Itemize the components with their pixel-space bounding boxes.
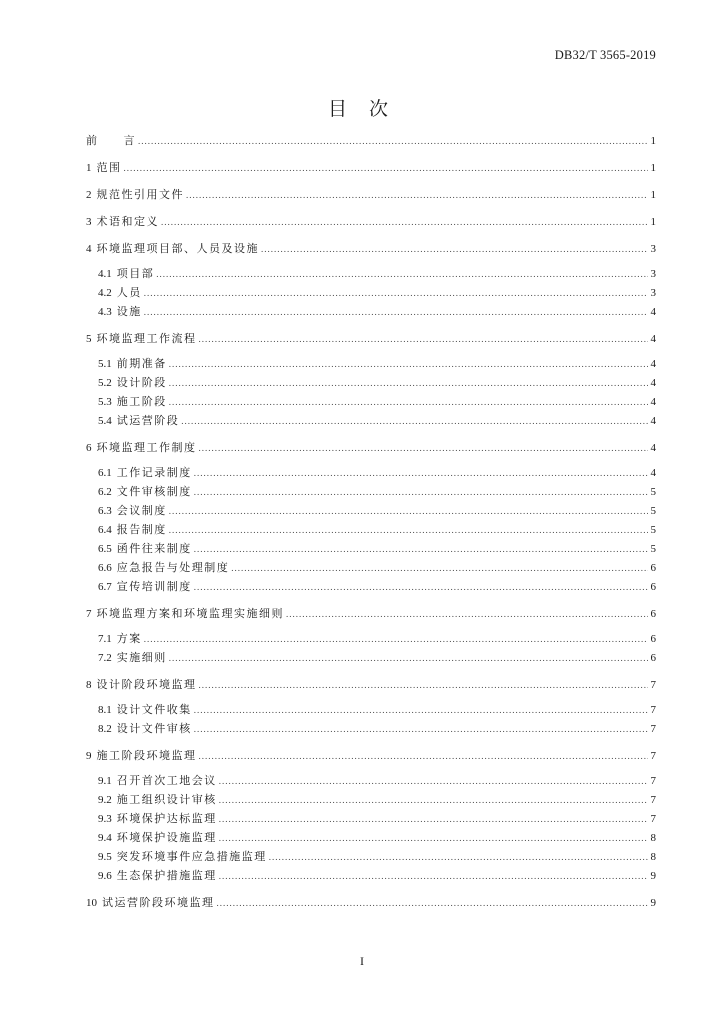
toc-entry-title: 范围 <box>96 161 122 174</box>
toc-entry-page: 7 <box>650 750 656 762</box>
toc-entry-number: 6.5 <box>98 543 112 555</box>
toc-entry-title: 工作记录制度 <box>116 466 192 479</box>
toc-entry-title: 文件审核制度 <box>116 485 192 498</box>
toc-entry-page: 9 <box>650 870 656 882</box>
toc-leader-dots <box>144 288 648 298</box>
toc-entry-number: 5.1 <box>98 358 112 370</box>
toc-leader-dots <box>219 871 648 881</box>
toc-entry[interactable] <box>86 540 656 559</box>
toc-entry-page: 3 <box>650 243 656 255</box>
toc-entry-page: 4 <box>650 358 656 370</box>
toc-entry-title: 报告制度 <box>116 523 167 536</box>
toc-entry[interactable] <box>86 464 656 483</box>
toc-entry-page: 6 <box>650 562 656 574</box>
toc-leader-dots <box>199 751 649 761</box>
toc-entry-page: 7 <box>650 794 656 806</box>
toc-leader-dots <box>219 776 648 786</box>
toc-entry-page: 8 <box>650 832 656 844</box>
toc-leader-dots <box>199 334 649 344</box>
toc-entry-number: 5 <box>86 333 92 345</box>
toc-entry-page: 6 <box>650 652 656 664</box>
toc-entry[interactable] <box>86 894 656 913</box>
toc-entry-title: 应急报告与处理制度 <box>116 561 230 574</box>
toc-leader-dots <box>144 307 648 317</box>
toc-entry-number: 8.2 <box>98 723 112 735</box>
toc-entry-title: 环境保护设施监理 <box>116 831 217 844</box>
toc-entry-title: 人员 <box>116 286 142 299</box>
toc-entry[interactable] <box>86 791 656 810</box>
toc-entry-page: 6 <box>650 608 656 620</box>
toc-entry[interactable] <box>86 676 656 695</box>
toc-leader-dots <box>194 544 648 554</box>
toc-entry-number: 9.1 <box>98 775 112 787</box>
toc-entry[interactable] <box>86 412 656 431</box>
toc-entry-number: 6.2 <box>98 486 112 498</box>
toc-entry-page: 7 <box>650 813 656 825</box>
toc-entry-title: 方案 <box>116 632 142 645</box>
toc-entry-title: 规范性引用文件 <box>96 188 184 201</box>
toc-entry-page: 5 <box>650 543 656 555</box>
toc-entry-title: 召开首次工地会议 <box>116 774 217 787</box>
toc-leader-dots <box>261 244 648 254</box>
toc-entry-number: 4.1 <box>98 268 112 280</box>
toc-entry[interactable] <box>86 747 656 766</box>
toc-entry-number: 6.1 <box>98 467 112 479</box>
toc-leader-dots <box>217 898 649 908</box>
toc-entry-number: 4 <box>86 243 92 255</box>
toc-entry-title: 函件往来制度 <box>116 542 192 555</box>
toc-entry[interactable] <box>86 649 656 668</box>
toc-leader-dots <box>219 833 648 843</box>
toc-entry[interactable] <box>86 374 656 393</box>
toc-entry-number: 6.4 <box>98 524 112 536</box>
toc-leader-dots <box>169 525 648 535</box>
toc-entry-title: 施工组织设计审核 <box>116 793 217 806</box>
toc-entry[interactable] <box>86 867 656 886</box>
toc-entry-number: 9.5 <box>98 851 112 863</box>
toc-leader-dots <box>124 163 649 173</box>
toc-entry-page: 7 <box>650 723 656 735</box>
toc-entry-number: 9 <box>86 750 92 762</box>
toc-leader-dots <box>161 217 648 227</box>
toc-entry-title: 试运营阶段 <box>116 414 180 427</box>
document-code: DB32/T 3565-2019 <box>554 48 656 62</box>
toc-leader-dots <box>186 190 648 200</box>
toc-entry[interactable] <box>86 330 656 349</box>
toc-entry-page: 4 <box>650 306 656 318</box>
toc-entry-title: 环境监理工作流程 <box>96 332 197 345</box>
toc-entry-number: 2 <box>86 189 92 201</box>
toc-leader-dots <box>194 487 648 497</box>
toc-leader-dots <box>144 634 648 644</box>
toc-entry-page: 4 <box>650 333 656 345</box>
toc-entry-title: 术语和定义 <box>96 215 159 228</box>
toc-entry[interactable] <box>86 720 656 739</box>
toc-entry-number: 4.2 <box>98 287 112 299</box>
toc-entry[interactable] <box>86 701 656 720</box>
toc-entry-page: 7 <box>650 704 656 716</box>
toc-entry-title: 环境监理项目部、人员及设施 <box>96 242 259 255</box>
toc-entry-title: 突发环境事件应急措施监理 <box>116 850 267 863</box>
toc-entry-number: 3 <box>86 216 92 228</box>
toc-entry-page: 3 <box>650 287 656 299</box>
toc-leader-dots <box>181 416 648 426</box>
toc-entry[interactable] <box>86 848 656 867</box>
toc-leader-dots <box>194 468 648 478</box>
toc-entry-number: 9.3 <box>98 813 112 825</box>
toc-entry-number: 5.4 <box>98 415 112 427</box>
toc-entry-number: 6.6 <box>98 562 112 574</box>
toc-entry-number: 6.3 <box>98 505 112 517</box>
toc-leader-dots <box>286 609 648 619</box>
toc-entry-title: 设计文件收集 <box>116 703 192 716</box>
toc-entry-number: 4.3 <box>98 306 112 318</box>
toc-entry[interactable] <box>86 810 656 829</box>
toc-leader-dots <box>194 582 648 592</box>
toc-entry[interactable] <box>86 559 656 578</box>
toc-entry[interactable] <box>86 240 656 259</box>
toc-leader-dots <box>194 724 648 734</box>
toc-leader-dots <box>219 814 648 824</box>
toc-entry-title: 设计阶段环境监理 <box>96 678 197 691</box>
toc-entry[interactable] <box>86 483 656 502</box>
toc-entry-page: 5 <box>650 524 656 536</box>
toc-entry-title: 前期准备 <box>116 357 167 370</box>
toc-entry[interactable] <box>86 521 656 540</box>
toc-entry-title: 设施 <box>116 305 142 318</box>
toc-entry-title: 实施细则 <box>116 651 167 664</box>
toc-entry-page: 4 <box>650 377 656 389</box>
toc-entry-page: 4 <box>650 396 656 408</box>
toc-leader-dots <box>169 653 648 663</box>
toc-entry[interactable] <box>86 502 656 521</box>
toc-leader-dots <box>219 795 648 805</box>
toc-entry-title: 施工阶段环境监理 <box>96 749 197 762</box>
toc-entry-page: 7 <box>650 679 656 691</box>
toc-entry-page: 1 <box>650 189 656 201</box>
toc-entry-page: 1 <box>650 162 656 174</box>
toc-entry-page: 7 <box>650 775 656 787</box>
toc-entry-title: 宣传培训制度 <box>116 580 192 593</box>
toc-entry-number: 7 <box>86 608 92 620</box>
toc-entry[interactable] <box>86 355 656 374</box>
toc-entry-title: 试运营阶段环境监理 <box>102 896 215 909</box>
toc-leader-dots <box>156 269 648 279</box>
toc-entry-title: 施工阶段 <box>116 395 167 408</box>
toc-entry[interactable] <box>86 132 656 151</box>
toc-leader-dots <box>269 852 648 862</box>
toc-entry-number: 6.7 <box>98 581 112 593</box>
toc-leader-dots <box>194 705 648 715</box>
toc-leader-dots <box>138 136 648 146</box>
toc-entry-page: 6 <box>650 581 656 593</box>
toc-entry-number: 5.3 <box>98 396 112 408</box>
toc-entry-number: 8.1 <box>98 704 112 716</box>
toc-entry[interactable] <box>86 630 656 649</box>
toc-entry[interactable] <box>86 578 656 597</box>
toc-entry-number: 6 <box>86 442 92 454</box>
toc-leader-dots <box>169 397 648 407</box>
toc-entry-page: 5 <box>650 505 656 517</box>
toc-entry-page: 3 <box>650 268 656 280</box>
toc-entry[interactable] <box>86 605 656 624</box>
toc-entry[interactable] <box>86 439 656 458</box>
toc-entry-title: 环境保护达标监理 <box>116 812 217 825</box>
toc-entry-number: 7.2 <box>98 652 112 664</box>
toc-entry[interactable] <box>86 829 656 848</box>
toc-entry-number: 1 <box>86 162 92 174</box>
toc-entry-page: 8 <box>650 851 656 863</box>
page-title: 目 次 <box>327 98 397 120</box>
toc-entry-page: 9 <box>650 897 656 909</box>
toc-entry[interactable] <box>86 265 656 284</box>
toc-entry-page: 6 <box>650 633 656 645</box>
toc-entry[interactable] <box>86 213 656 232</box>
toc-entry-title: 设计文件审核 <box>116 722 192 735</box>
toc-entry-number: 9.6 <box>98 870 112 882</box>
page-number: I <box>360 954 364 968</box>
toc-entry-title: 生态保护措施监理 <box>116 869 217 882</box>
toc-entry[interactable] <box>86 772 656 791</box>
toc-entry-number: 8 <box>86 679 92 691</box>
table-of-contents <box>86 132 656 913</box>
toc-entry[interactable] <box>86 159 656 178</box>
toc-leader-dots <box>169 506 648 516</box>
toc-entry[interactable] <box>86 303 656 322</box>
toc-entry-title: 环境监理工作制度 <box>96 441 197 454</box>
toc-entry-title: 设计阶段 <box>116 376 167 389</box>
toc-leader-dots <box>199 680 649 690</box>
toc-entry-number: 9.4 <box>98 832 112 844</box>
toc-entry-number: 10 <box>86 897 97 909</box>
toc-entry-page: 5 <box>650 486 656 498</box>
toc-entry-title: 前 言 <box>86 134 136 147</box>
toc-leader-dots <box>169 359 648 369</box>
toc-leader-dots <box>231 563 648 573</box>
toc-entry-page: 4 <box>650 442 656 454</box>
toc-entry-page: 1 <box>650 216 656 228</box>
toc-entry-title: 环境监理方案和环境监理实施细则 <box>96 607 284 620</box>
toc-entry-page: 4 <box>650 467 656 479</box>
toc-entry-title: 项目部 <box>116 267 155 280</box>
toc-entry-page: 1 <box>650 135 656 147</box>
toc-entry-number: 7.1 <box>98 633 112 645</box>
toc-entry[interactable] <box>86 284 656 303</box>
toc-entry-title: 会议制度 <box>116 504 167 517</box>
toc-entry[interactable] <box>86 393 656 412</box>
toc-leader-dots <box>199 443 649 453</box>
toc-leader-dots <box>169 378 648 388</box>
toc-entry-number: 9.2 <box>98 794 112 806</box>
toc-entry-number: 5.2 <box>98 377 112 389</box>
toc-entry-page: 4 <box>650 415 656 427</box>
toc-entry[interactable] <box>86 186 656 205</box>
